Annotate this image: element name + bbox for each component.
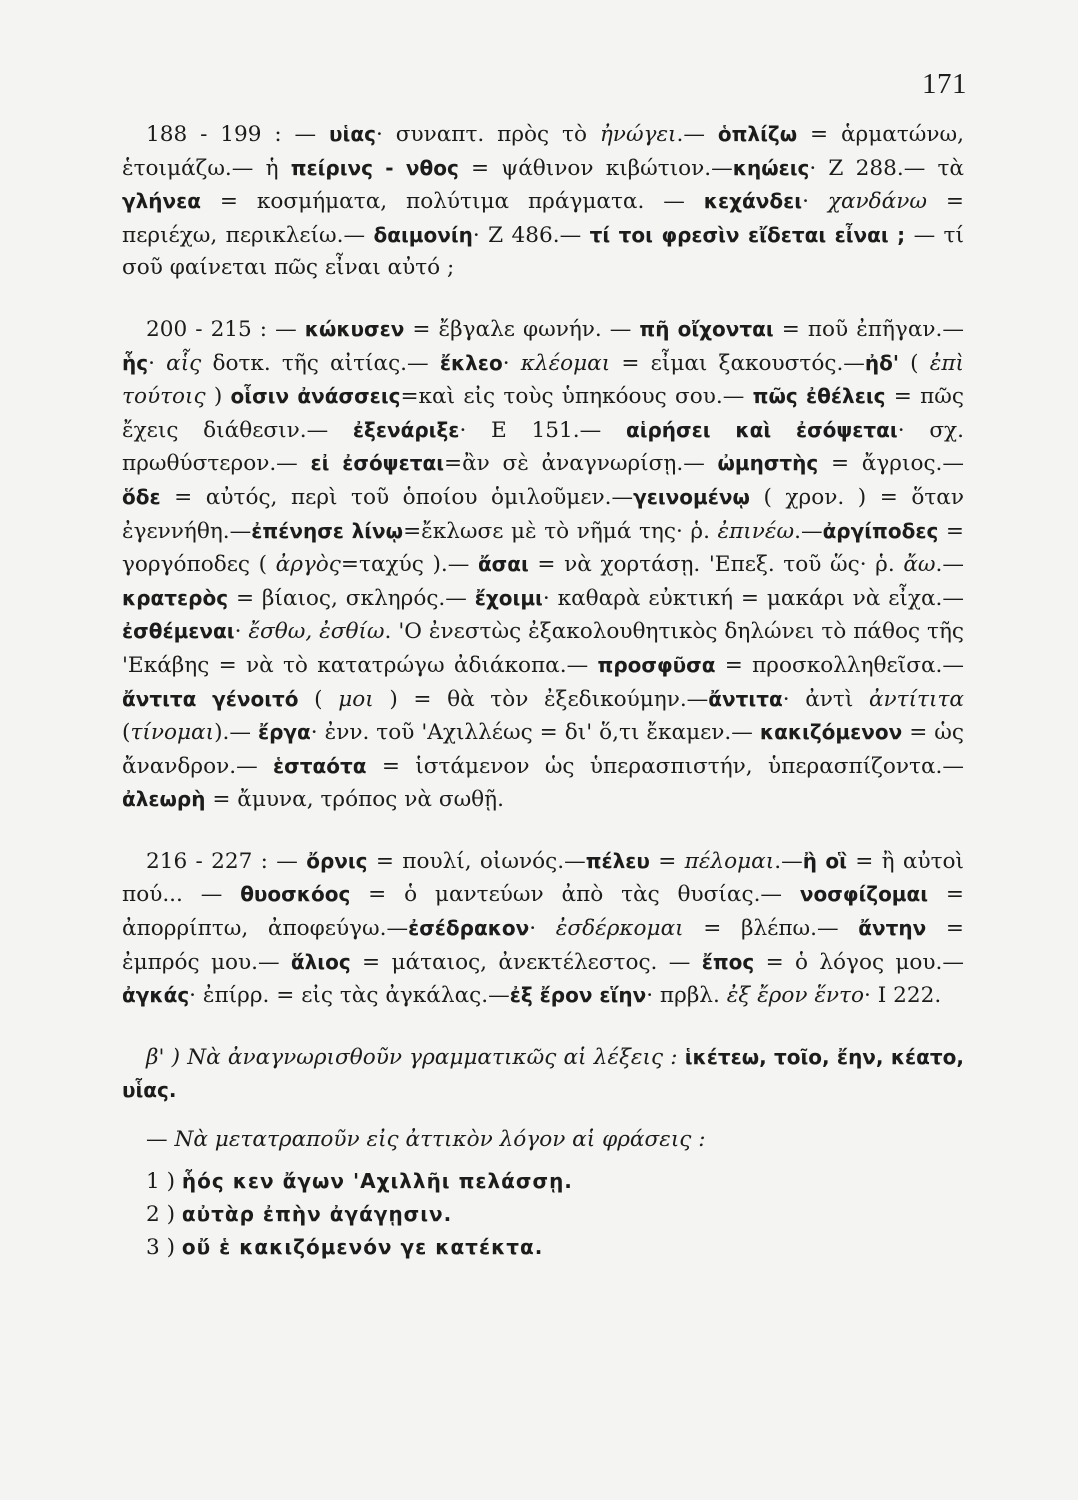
phrase-list — [122, 1165, 964, 1265]
italic-term: χανδάνω — [827, 189, 927, 215]
lemma-term: κρατερὸς — [122, 585, 229, 610]
italic-term: κλέομαι — [520, 350, 611, 376]
list-item — [146, 1198, 964, 1231]
gloss-text: = ἐμπρός μου.— — [122, 916, 964, 975]
gloss-text: ( — [122, 720, 131, 746]
lemma-term: πείρινς - νθος — [290, 155, 459, 180]
lemma-term: ἧς — [122, 350, 149, 375]
gloss-text: · — [802, 189, 828, 215]
gloss-text: · — [502, 350, 521, 376]
gloss-text: · — [148, 350, 167, 376]
gloss-text: · Ζ 288.— τὰ — [809, 155, 964, 181]
gloss-text: 200 - 215 : — — [146, 316, 305, 342]
gloss-text: · — [234, 619, 249, 645]
lemma-term: ἔπος — [701, 949, 755, 974]
exercise-conversion — [122, 1124, 964, 1157]
italic-term: τίνομαι — [130, 720, 215, 746]
text-body — [122, 118, 964, 1265]
lemma-term: ὄρνις — [306, 848, 368, 873]
lemma-term: νοσφίζομαι — [799, 882, 929, 907]
paragraph-216-227 — [122, 845, 964, 1013]
lemma-term: ἀγκάς — [122, 983, 190, 1008]
gloss-text: ( — [899, 350, 930, 376]
lemma-term: τί τοι φρεσὶν εἴδεται εἶναι ; — [589, 222, 906, 247]
gloss-text: = περιέχω, περικλείω.— — [122, 189, 964, 248]
italic-term: πέλομαι — [684, 848, 775, 874]
gloss-text: · συναπτ. πρὸς τὸ — [375, 122, 600, 147]
gloss-text: =ἔκλωσε μὲ τὸ νῆμά της· ῥ. — [403, 518, 718, 544]
list-phrase: ἧός κεν ἄγων 'Αχιλλῆι πελάσσῃ. — [181, 1168, 573, 1193]
lemma-term: ἐξενάριξε — [352, 417, 460, 442]
italic-term: ἐξ ἔρον ἕντο — [726, 983, 864, 1009]
gloss-text: — τί σοῦ φαίνεται πῶς εἶναι αὐτό ; — [122, 222, 964, 281]
lemma-term: ἑσταότα — [273, 753, 367, 778]
gloss-text: ) — [205, 384, 231, 410]
italic-term: ἔσθω, ἐσθίω — [248, 619, 385, 645]
lemma-term: ἱκέτεω, τοῖο, ἔην, κέατο, υἷας. — [122, 1044, 964, 1103]
lemma-term: πῆ οἴχονται — [639, 316, 774, 341]
gloss-text: = ἄμυνα, τρόπος νὰ σωθῇ. — [205, 787, 504, 813]
lemma-term: ἔργα — [257, 720, 311, 745]
italic-term: ἀντίτιτα — [868, 686, 965, 712]
gloss-text: · ἀντὶ — [782, 686, 869, 712]
italic-term: ἐσδέρκομαι — [555, 916, 684, 942]
list-item — [146, 1165, 964, 1198]
lemma-term: ἄντην — [858, 916, 927, 941]
lemma-term: ἢ οἳ — [802, 848, 847, 873]
gloss-text: = βλέπω.— — [683, 916, 859, 942]
gloss-text: ) = θὰ τὸν ἐξεδικούμην.— — [373, 686, 709, 712]
gloss-text: · Ε 151.— — [459, 417, 626, 443]
lemma-term: ἄσαι — [477, 552, 529, 577]
gloss-text: = ὁ μαντεύων ἀπὸ τὰς θυσίας.— — [350, 882, 800, 908]
gloss-text: = ψάθινον κιβώτιον.— — [458, 155, 733, 181]
lemma-term: αἱρήσει καὶ ἐσόψεται — [625, 417, 898, 442]
gloss-text: = ὡς ἄνανδρον.— — [122, 720, 964, 779]
lemma-term: ἄντιτα γένοιτό — [122, 686, 299, 711]
lemma-term: ἐσέδρακον — [408, 916, 530, 941]
list-phrase: οὔ ἑ κακιζόμενόν γε κατέκτα. — [181, 1235, 544, 1260]
gloss-text: . 'Ο ἐνεστὼς ἐξακολουθητικὸς δηλώνει τὸ πάθος τῆς 'Εκάβης = νὰ τὸ κατατρώγω ἀδιάκοπα.— — [122, 619, 964, 678]
gloss-text: = ποῦ ἐπῆγαν.— — [773, 316, 964, 342]
lemma-term: ἐπένησε λίνῳ — [251, 518, 404, 543]
gloss-text: · σχ. πρωθύστερον.— — [122, 417, 965, 477]
gloss-text: .— — [935, 552, 964, 578]
gloss-text: = προσκολληθεῖσα.— — [715, 652, 964, 678]
lemma-term: θυοσκόος — [240, 882, 351, 907]
gloss-text: · Ι 222. — [864, 983, 942, 1009]
gloss-text: = ἔβγαλε φωνήν. — — [404, 316, 640, 342]
lemma-term: πῶς ἐθέλεις — [752, 384, 886, 409]
lemma-term: ἐξ ἔρον εἵην — [509, 983, 647, 1008]
exercise-b — [122, 1041, 964, 1108]
gloss-text: = αὐτός, περὶ τοῦ ὁποίου ὁμιλοῦμεν.— — [160, 484, 634, 510]
gloss-text: — — [146, 1127, 175, 1153]
gloss-text: 188 - 199 : — — [146, 122, 330, 147]
gloss-text: = πῶς ἔχεις διάθεσιν.— — [122, 384, 965, 443]
lemma-term: κακιζόμενον — [759, 720, 903, 745]
lemma-term: ἔχοιμι — [474, 585, 543, 610]
list-number: 3 ) — [146, 1235, 182, 1261]
gloss-text: =καὶ εἰς τοὺς ὑπηκόους σου.— — [400, 384, 753, 410]
lemma-term: κεχάνδει — [703, 189, 803, 214]
lemma-term: ὠμηστὴς — [717, 451, 819, 476]
lemma-term: κώκυσεν — [304, 316, 405, 341]
gloss-text: =ταχύς ).— — [340, 552, 478, 578]
gloss-text: .— — [676, 122, 718, 147]
gloss-text: · ἐπίρρ. = εἰς τὰς ἀγκάλας.— — [189, 983, 510, 1009]
gloss-text: · Ζ 486.— — [472, 222, 590, 248]
gloss-text: = ἄγριος.— — [818, 451, 965, 477]
gloss-text: .— — [794, 518, 823, 544]
lemma-term: πέλευ — [585, 848, 650, 873]
lemma-term: υἱας — [329, 122, 376, 146]
lemma-term: ἀργίποδες — [822, 518, 939, 543]
lemma-term: ἠδ' — [864, 350, 900, 375]
gloss-text: = νὰ χορτάσῃ. 'Επεξ. τοῦ ὥς· ῥ. — [528, 552, 904, 578]
gloss-text: = ἢ αὐτοὶ πού... — — [122, 848, 965, 908]
gloss-text: · πρβλ. — [646, 983, 727, 1009]
lemma-term: οἷσιν ἀνάσσεις — [230, 384, 401, 409]
list-phrase: αὐτὰρ ἐπὴν ἀγάγῃσιν. — [181, 1202, 453, 1227]
gloss-text: .— — [774, 848, 803, 874]
gloss-text: = — [649, 848, 685, 874]
lemma-term: ἀλεωρὴ — [122, 787, 206, 812]
gloss-text: = μάταιος, ἀνεκτέλεστος. — — [350, 949, 702, 975]
gloss-text: = ἀπορρίπτω, ἀποφεύγω.— — [122, 882, 964, 942]
italic-term: ἠνώγει — [599, 122, 677, 147]
lemma-term: ἅλιος — [290, 949, 351, 974]
gloss-text: · ἐνν. τοῦ 'Αχιλλέως = δι' ὅ,τι ἔκαμεν.— — [310, 720, 760, 746]
italic-term: Νὰ μετατραποῦν εἰς ἀττικὸν λόγον αἱ φράσεις : — [174, 1127, 706, 1153]
italic-term: μοι — [338, 686, 374, 712]
gloss-text: ( χρον. ) = ὅταν ἐγεννήθη.— — [122, 484, 964, 544]
lemma-term: κηώεις — [732, 155, 810, 180]
gloss-text: = κοσμήματα, πολύτιμα πράγματα. — — [201, 189, 704, 215]
lemma-term: προσφῦσα — [597, 652, 716, 677]
italic-term: ἐπινέω — [717, 518, 795, 544]
lemma-term: εἰ ἐσόψεται — [310, 451, 444, 476]
list-number: 1 ) — [146, 1168, 182, 1194]
paragraph-188-199 — [122, 118, 964, 285]
gloss-text: ).— — [214, 720, 258, 746]
gloss-text: = εἶμαι ξακουστός.— — [610, 350, 865, 376]
italic-term: β' ) Νὰ ἀναγνωρισθοῦν γραμματικῶς αἱ λέξεις : — [146, 1044, 685, 1070]
paragraph-200-215 — [122, 313, 964, 817]
lemma-term: γεινομένῳ — [633, 484, 750, 509]
page-number: 171 — [922, 68, 967, 100]
italic-term: ἀργὸς — [275, 552, 341, 578]
list-number: 2 ) — [146, 1202, 182, 1228]
gloss-text: 216 - 227 : — — [146, 848, 307, 874]
gloss-text: ( — [298, 686, 339, 712]
gloss-text: = πουλί, οἰωνός.— — [367, 848, 586, 874]
lemma-term: ὁπλίζω — [717, 122, 798, 146]
lemma-term: ὅδε — [122, 484, 161, 509]
italic-term: ἄω — [903, 552, 936, 578]
gloss-text: =ἂν σὲ ἀναγνωρίσῃ.— — [444, 451, 718, 477]
gloss-text: · καθαρὰ εὐκτική = μακάρι νὰ εἶχα.— — [542, 585, 964, 611]
gloss-text: = ὁ λόγος μου.— — [754, 949, 964, 975]
gloss-text: · — [529, 916, 556, 942]
gloss-text: = ἱστάμενον ὡς ὑπερασπιστήν, ὑπερασπίζοντα.— — [366, 753, 964, 779]
italic-term: ἐπὶ τούτοις — [122, 350, 965, 410]
gloss-text: = ἁρματώνω, ἑτοιμάζω.— ἡ — [122, 122, 965, 181]
lemma-term: δαιμονίη — [373, 222, 473, 247]
lemma-term: ἐσθέμεναι — [122, 619, 235, 644]
gloss-text: = γοργόποδες ( — [122, 518, 964, 578]
list-item — [146, 1231, 964, 1264]
gloss-text: = βίαιος, σκληρός.— — [228, 585, 475, 611]
lemma-term: γλήνεα — [122, 189, 202, 214]
gloss-text: δοτκ. τῆς αἰτίας.— — [201, 350, 440, 376]
lemma-term: ἄντιτα — [708, 686, 783, 711]
italic-term: αἷς — [166, 350, 202, 376]
lemma-term: ἔκλεο — [439, 350, 503, 375]
